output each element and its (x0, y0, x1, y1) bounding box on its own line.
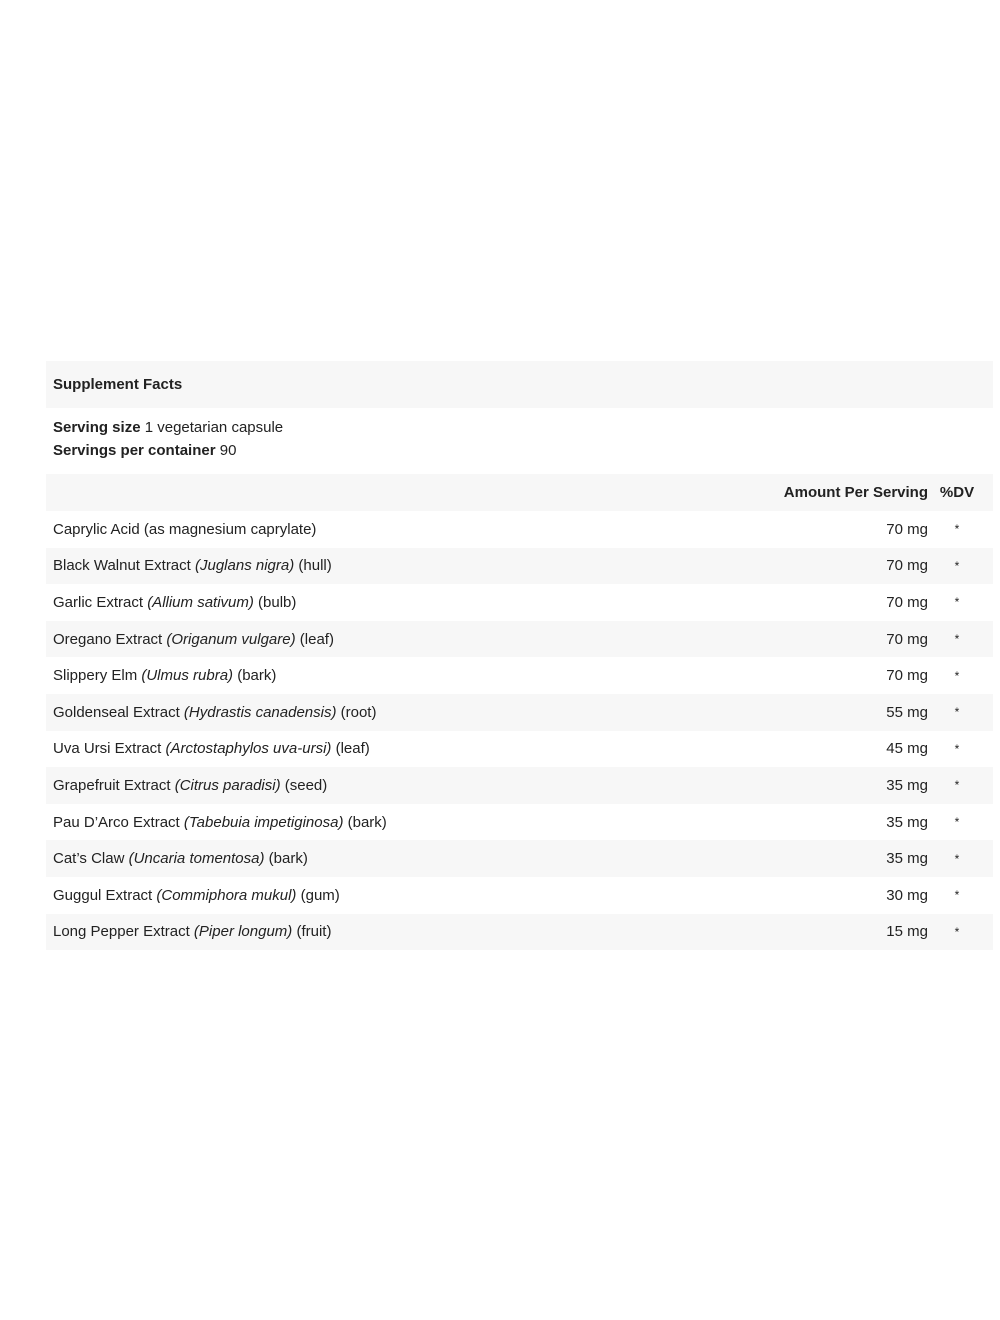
ingredient-common-name: Guggul Extract (53, 886, 157, 904)
serving-size-value: 1 vegetarian capsule (140, 419, 284, 436)
ingredient-dv: * (954, 778, 960, 793)
ingredient-name (46, 557, 708, 574)
ingredient-amount: 35 mg (886, 776, 928, 794)
facts-table-header (46, 474, 993, 511)
ingredient-part: (hull) (294, 557, 332, 575)
ingredient-amount: 70 mg (886, 557, 928, 575)
ingredient-latin-name: (Commiphora mukul) (156, 886, 297, 904)
ingredient-dv: * (954, 595, 960, 610)
ingredient-common-name: Garlic Extract (53, 593, 148, 611)
ingredient-dv: * (954, 924, 960, 939)
ingredient-latin-name: (Juglans nigra) (195, 557, 295, 575)
ingredient-name (46, 740, 708, 757)
ingredient-part: (seed) (280, 776, 328, 794)
ingredient-name (46, 594, 708, 611)
ingredient-latin-name: (Piper longum) (193, 923, 293, 941)
ingredient-common-name: Goldenseal Extract (53, 703, 184, 721)
servings-value: 90 (215, 441, 237, 459)
ingredient-dv: * (954, 668, 960, 683)
ingredient-amount: 70 mg (886, 593, 928, 611)
ingredient-part: (bark) (343, 813, 387, 831)
table-row (46, 511, 993, 548)
ingredient-name (46, 667, 708, 684)
ingredient-common-name: Cat’s Claw (53, 850, 129, 868)
ingredient-part: (leaf) (331, 740, 370, 758)
ingredient-amount: 70 mg (886, 520, 928, 538)
ingredient-name (46, 923, 708, 940)
ingredient-latin-name: (Ulmus rubra) (141, 667, 234, 685)
ingredient-latin-name: (Tabebuia impetiginosa) (183, 813, 344, 831)
ingredient-common-name: Pau D’Arco Extract (53, 813, 184, 831)
ingredient-latin-name: (Citrus paradisi) (174, 776, 281, 794)
ingredient-latin-name: (Hydrastis canadensis) (183, 703, 337, 721)
ingredient-dv: * (954, 558, 960, 573)
ingredient-amount: 70 mg (886, 667, 928, 685)
ingredient-dv: * (954, 815, 960, 830)
amount-column-header: Amount Per Serving (783, 484, 928, 501)
table-row (46, 621, 993, 658)
ingredient-dv: * (954, 888, 960, 903)
table-row (46, 694, 993, 731)
ingredient-amount: 70 mg (886, 630, 928, 648)
ingredient-part: (root) (336, 703, 377, 721)
ingredient-dv: * (954, 522, 960, 537)
ingredient-latin-name: (Uncaria tomentosa) (128, 850, 265, 868)
servings-label: Servings per container (53, 441, 216, 459)
ingredient-common-name: Black Walnut Extract (53, 557, 195, 575)
facts-table-body (46, 511, 993, 950)
ingredient-name (46, 887, 708, 904)
ingredient-common-name: Uva Ursi Extract (53, 740, 166, 758)
ingredient-common-name: Oregano Extract (53, 630, 167, 648)
ingredient-amount: 35 mg (886, 813, 928, 831)
ingredient-dv: * (954, 705, 960, 720)
table-row (46, 914, 993, 951)
table-row (46, 804, 993, 841)
table-row (46, 767, 993, 804)
supplement-facts-panel (46, 361, 993, 950)
ingredient-name (46, 521, 708, 538)
table-row (46, 731, 993, 768)
ingredient-amount: 15 mg (886, 923, 928, 941)
ingredient-name (46, 850, 708, 867)
ingredient-latin-name: (Origanum vulgare) (166, 630, 296, 648)
ingredient-part: (bark) (233, 667, 277, 685)
ingredient-part: (bark) (264, 850, 308, 868)
facts-title: Supplement Facts (46, 361, 993, 408)
ingredient-part: (gum) (296, 886, 340, 904)
ingredient-name (46, 631, 708, 648)
ingredient-part: (leaf) (295, 630, 334, 648)
ingredient-common-name: Grapefruit Extract (53, 776, 175, 794)
serving-size-line (53, 417, 993, 440)
ingredient-common-name: Caprylic Acid (as magnesium caprylate) (53, 520, 317, 538)
ingredient-dv: * (954, 851, 960, 866)
ingredient-part: (fruit) (292, 923, 332, 941)
table-row (46, 840, 993, 877)
serving-size-label: Serving size (53, 419, 141, 436)
ingredient-name (46, 704, 708, 721)
ingredient-part: (bulb) (253, 593, 297, 611)
table-row (46, 877, 993, 914)
ingredient-amount: 55 mg (886, 703, 928, 721)
ingredient-dv: * (954, 632, 960, 647)
ingredient-amount: 35 mg (886, 850, 928, 868)
dv-column-header: %DV (939, 484, 975, 501)
ingredient-name (46, 777, 708, 794)
ingredient-latin-name: (Arctostaphylos uva-ursi) (165, 740, 332, 758)
table-row (46, 657, 993, 694)
ingredient-dv: * (954, 741, 960, 756)
table-row (46, 584, 993, 621)
ingredient-amount: 45 mg (886, 740, 928, 758)
ingredient-latin-name: (Allium sativum) (147, 593, 254, 611)
servings-per-container-line (53, 440, 993, 463)
ingredient-name (46, 814, 708, 831)
table-row (46, 548, 993, 585)
ingredient-common-name: Slippery Elm (53, 667, 142, 685)
serving-info (46, 408, 993, 474)
ingredient-amount: 30 mg (886, 886, 928, 904)
ingredient-common-name: Long Pepper Extract (53, 923, 194, 941)
